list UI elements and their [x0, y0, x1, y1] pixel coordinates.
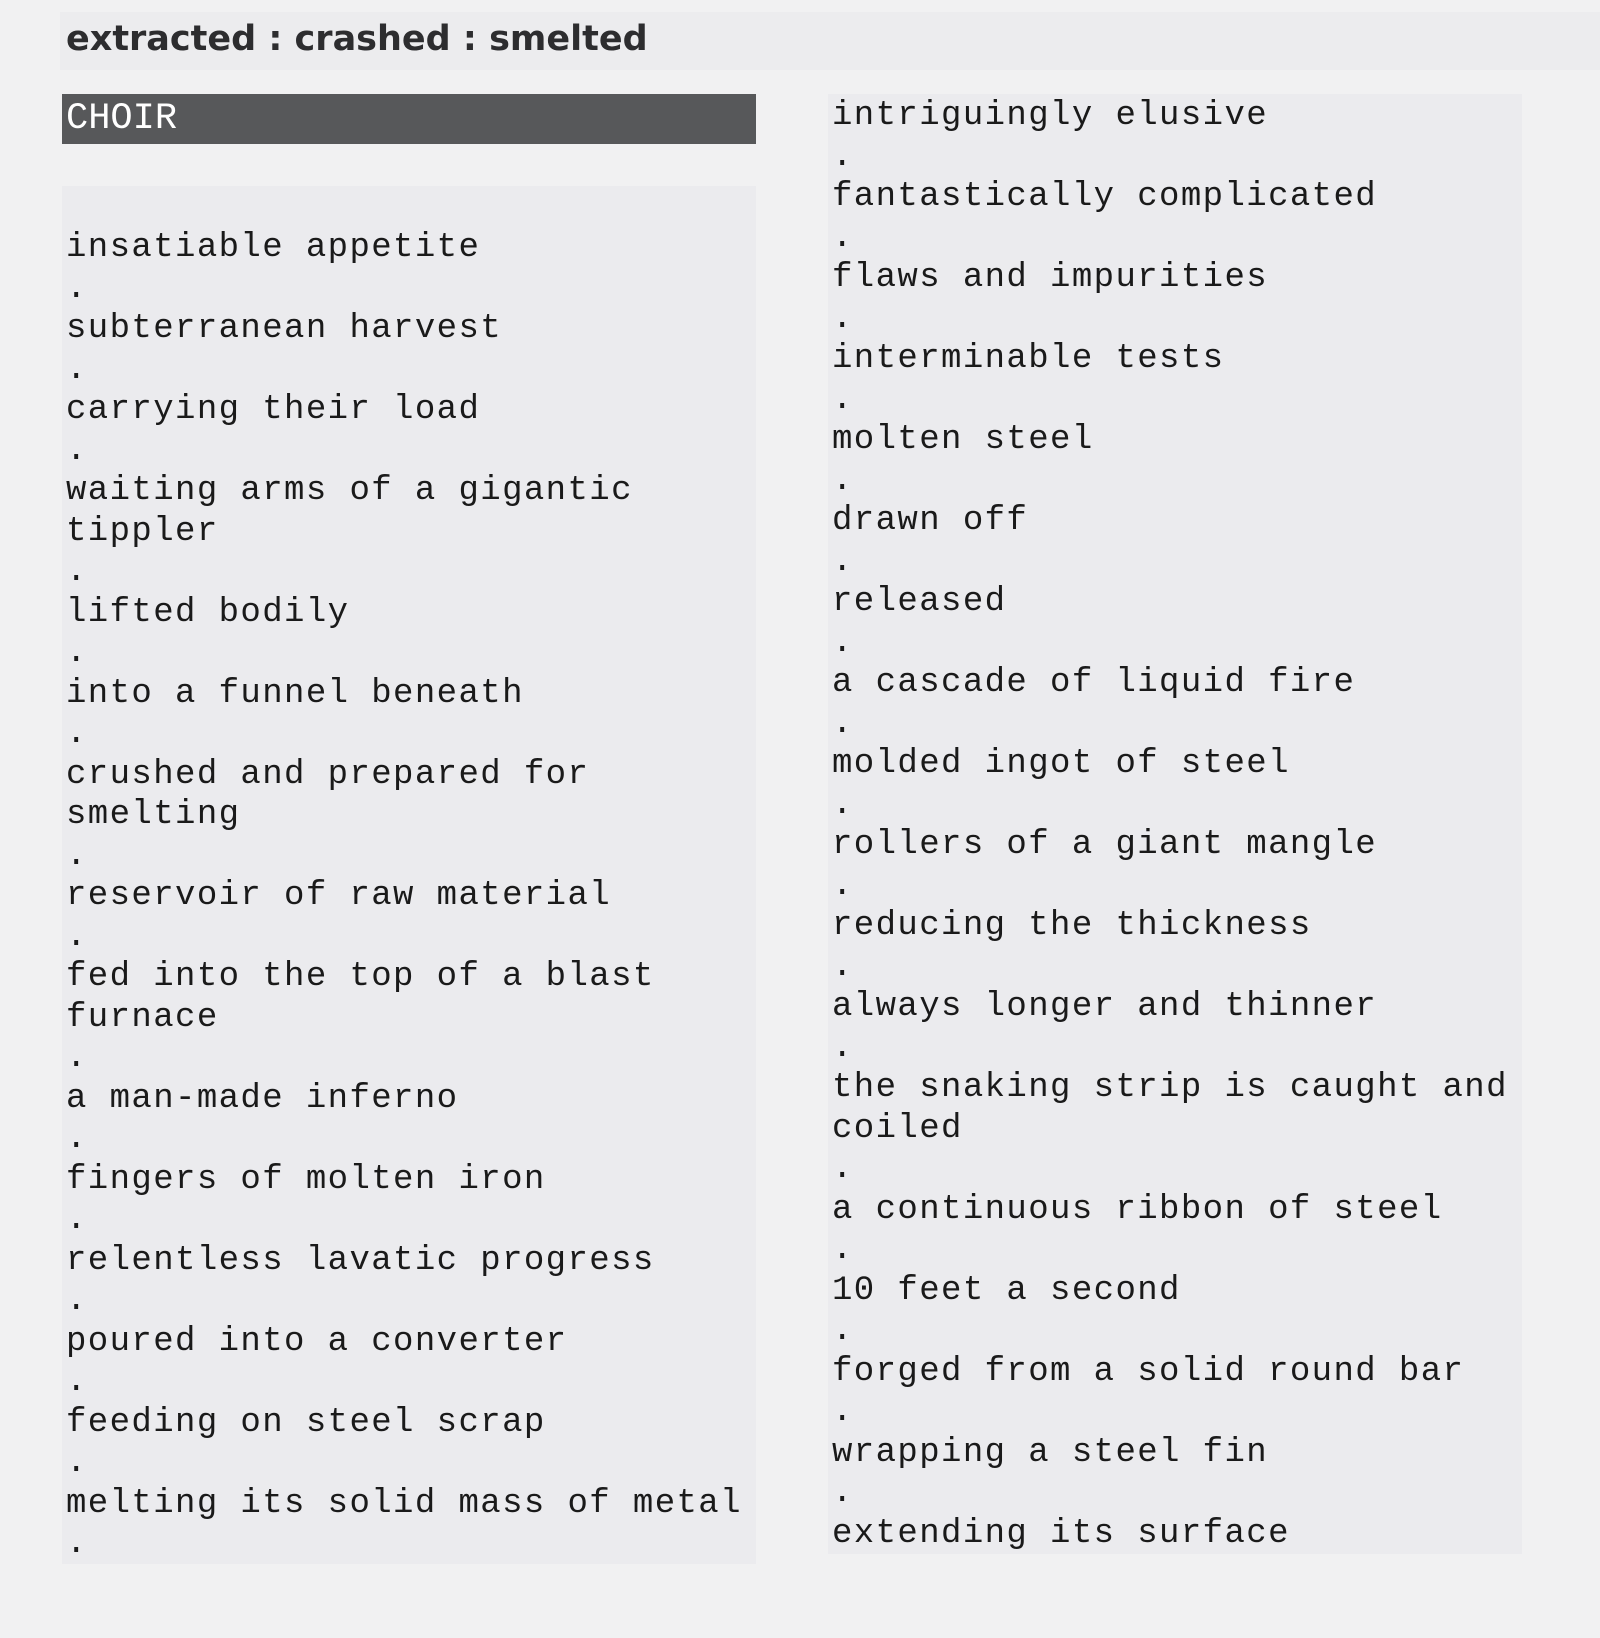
phrase-text: drawn off	[832, 502, 1029, 540]
list-item	[832, 582, 1522, 663]
list-item	[832, 1514, 1522, 1555]
list-item	[66, 1241, 756, 1322]
phrase-text: relentless lavatic progress	[66, 1241, 655, 1280]
list-item	[66, 1160, 756, 1241]
page-title: extracted : crashed : smelted	[66, 19, 648, 59]
list-item	[832, 177, 1522, 258]
separator-dot: .	[832, 947, 854, 986]
phrase-text: waiting arms of a gigantic tippler	[66, 472, 633, 551]
separator-dot: .	[832, 1474, 854, 1512]
list-item	[832, 906, 1522, 987]
list-item	[832, 1190, 1522, 1271]
list-item	[832, 1068, 1522, 1190]
separator-dot: .	[832, 380, 854, 419]
list-item	[66, 755, 756, 877]
list-item	[66, 1322, 756, 1403]
separator-dot: .	[66, 836, 88, 875]
phrase-text: poured into a converter	[66, 1322, 568, 1361]
list-item	[66, 471, 756, 593]
separator-dot: .	[832, 704, 854, 743]
page-header	[60, 12, 1600, 70]
separator-dot: .	[832, 1028, 854, 1067]
separator-dot: .	[66, 1444, 88, 1482]
phrase-text: always longer and thinner	[832, 988, 1378, 1026]
phrase-text: released	[832, 583, 1007, 621]
list-item	[832, 663, 1522, 744]
separator-dot: .	[832, 785, 854, 824]
list-item	[832, 825, 1522, 906]
phrase-text: the snaking strip is caught and coiled	[832, 1069, 1508, 1148]
phrase-text: carrying their load	[66, 391, 481, 429]
phrase-text: 10 feet a second	[832, 1271, 1181, 1310]
phrase-text: intriguingly elusive	[832, 97, 1269, 135]
phrase-text: wrapping a steel fin	[832, 1433, 1269, 1472]
choir-section-bar	[62, 94, 756, 144]
separator-dot: .	[832, 1231, 854, 1269]
left-column	[62, 186, 756, 1564]
list-item	[66, 309, 756, 390]
phrase-text: subterranean harvest	[66, 310, 503, 348]
list-item	[66, 674, 756, 755]
separator-dot: .	[66, 1525, 88, 1563]
list-item	[832, 420, 1522, 501]
separator-dot: .	[66, 1201, 88, 1239]
phrase-text: rollers of a giant mangle	[832, 826, 1378, 864]
phrase-text: forged from a solid round bar	[832, 1352, 1465, 1391]
separator-dot: .	[832, 137, 854, 176]
phrase-text: reservoir of raw material	[66, 877, 612, 915]
separator-dot: .	[832, 461, 854, 500]
separator-dot: .	[832, 1393, 854, 1431]
separator-dot: .	[66, 1120, 88, 1158]
list-item	[66, 957, 756, 1079]
separator-dot: .	[832, 299, 854, 338]
phrase-text: feeding on steel scrap	[66, 1403, 546, 1442]
list-item	[66, 1484, 756, 1565]
phrase-text: into a funnel beneath	[66, 674, 524, 713]
choir-label: CHOIR	[66, 98, 178, 140]
list-item	[66, 593, 756, 674]
phrase-text: molded ingot of steel	[832, 745, 1290, 783]
separator-dot: .	[66, 1282, 88, 1320]
separator-dot: .	[66, 634, 88, 672]
phrase-text: a cascade of liquid fire	[832, 664, 1356, 702]
separator-dot: .	[66, 715, 88, 753]
separator-dot: .	[832, 542, 854, 581]
list-item	[832, 744, 1522, 825]
list-item	[832, 987, 1522, 1068]
separator-dot: .	[66, 1363, 88, 1401]
separator-dot: .	[66, 553, 88, 591]
phrase-text: a man-made inferno	[66, 1079, 459, 1118]
separator-dot: .	[832, 1150, 854, 1188]
separator-dot: .	[832, 866, 854, 905]
list-item	[66, 228, 756, 309]
phrase-text: reducing the thickness	[832, 907, 1312, 945]
phrase-text: flaws and impurities	[832, 259, 1269, 297]
separator-dot: .	[66, 269, 88, 308]
list-item	[66, 876, 756, 957]
separator-dot: .	[832, 218, 854, 257]
list-item	[832, 1352, 1522, 1433]
right-column	[828, 94, 1522, 1554]
phrase-text: insatiable appetite	[66, 229, 481, 267]
separator-dot: .	[66, 917, 88, 956]
phrase-text: extending its surface	[832, 1514, 1290, 1553]
list-item	[66, 1403, 756, 1484]
separator-dot: .	[66, 431, 88, 470]
phrase-text: crushed and prepared for smelting	[66, 755, 590, 834]
list-item	[832, 339, 1522, 420]
phrase-text: melting its solid mass of metal	[66, 1484, 742, 1523]
phrase-text: fantastically complicated	[832, 178, 1378, 216]
right-phrase-list	[832, 96, 1522, 1554]
list-item	[832, 96, 1522, 177]
phrase-text: fed into the top of a blast furnace	[66, 958, 655, 1037]
phrase-text: fingers of molten iron	[66, 1160, 546, 1199]
left-phrase-list	[66, 228, 756, 1565]
separator-dot: .	[832, 1312, 854, 1350]
list-item	[832, 258, 1522, 339]
list-item	[832, 1271, 1522, 1352]
list-item	[832, 501, 1522, 582]
list-item	[66, 390, 756, 471]
phrase-text: lifted bodily	[66, 593, 350, 632]
separator-dot: .	[832, 623, 854, 662]
separator-dot: .	[66, 350, 88, 389]
phrase-text: a continuous ribbon of steel	[832, 1190, 1443, 1229]
separator-dot: .	[66, 1039, 88, 1077]
list-item	[832, 1433, 1522, 1514]
list-item	[66, 1079, 756, 1160]
phrase-text: interminable tests	[832, 340, 1225, 378]
phrase-text: molten steel	[832, 421, 1094, 459]
